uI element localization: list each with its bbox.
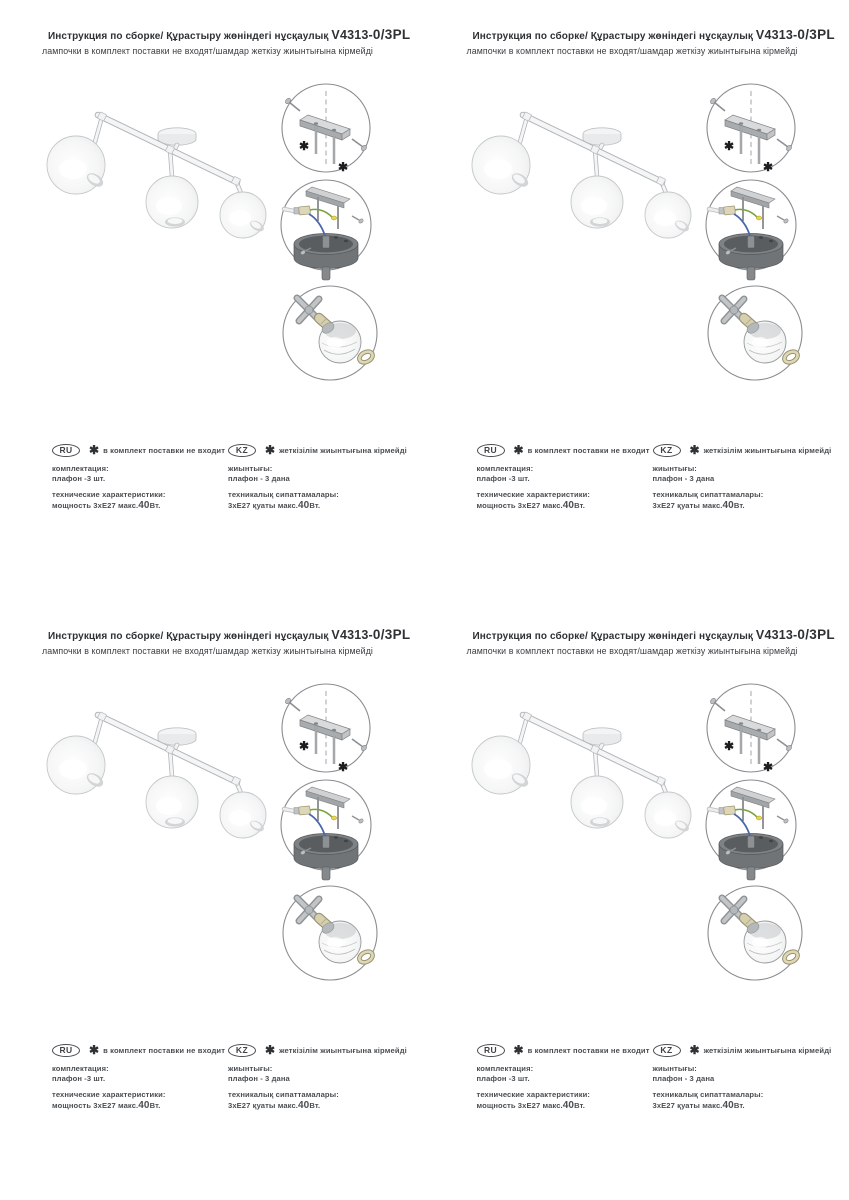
kz-note-row (228, 1043, 407, 1057)
ru-spec-value (52, 1100, 228, 1113)
subtitle: лампочки в комплект поставки не входят/шамдар жеткізу жиынтығына кірмейді (42, 646, 373, 656)
canopy-cup (719, 234, 783, 281)
kz-section (228, 443, 407, 513)
kz-spec-group (228, 490, 407, 513)
callout-shade-attachment (708, 886, 802, 980)
instruction-sheet (0, 600, 424, 1200)
page-title (467, 27, 841, 42)
kz-spec-value (228, 1100, 407, 1113)
ru-note-row (52, 443, 228, 457)
instruction-sheet (425, 0, 849, 600)
callout-wiring-canopy (706, 180, 796, 280)
fixture-drawing (472, 712, 691, 838)
glass-shade-left (47, 136, 106, 194)
kz-spec-group (653, 490, 832, 513)
callout-mounting-bracket (707, 84, 795, 174)
ru-spec-wattage: 40 (138, 1100, 150, 1112)
instruction-sheet (425, 600, 849, 1200)
glass-shade-left (472, 736, 531, 794)
callout-wiring-canopy (281, 780, 371, 880)
ru-spec-label: технические характеристики: (476, 490, 591, 500)
kz-spec-value (653, 1100, 832, 1113)
glass-shade-left (472, 136, 531, 194)
kz-kit-label: жиынтығы: (652, 464, 697, 473)
kz-spec-suffix: Вт. (309, 1101, 321, 1111)
kz-spec-wattage: 40 (298, 1100, 310, 1112)
sheet-footer (477, 1043, 843, 1113)
glass-shade-right (645, 192, 691, 238)
earth-wire-tip (756, 216, 762, 220)
sheet-header (467, 27, 841, 56)
not-included-asterisk: ✱ (762, 160, 773, 174)
kz-spec-label: техникалық сипаттамалары: (652, 1090, 764, 1100)
ru-not-included-note: в комплект поставки не входит (103, 445, 226, 455)
kz-kit-value: плафон - 3 дана (228, 1073, 290, 1083)
asterisk-icon: ✱ (89, 1043, 100, 1057)
kz-not-included-note: жеткізілім жиынтығына кірмейді (279, 445, 407, 455)
title-text: Инструкция по сборке/ Құрастыру жөніндегі нұсқаулық (48, 31, 329, 42)
glass-shade-middle (571, 776, 623, 828)
kz-spec-value (228, 500, 407, 513)
ru-spec-group (52, 1090, 228, 1113)
asterisk-icon: ✱ (89, 443, 100, 457)
terminal-block (299, 806, 311, 815)
ru-spec-prefix: мощность 3хЕ27 макс. (52, 1101, 139, 1111)
ru-spec-group (477, 490, 653, 513)
asterisk-icon: ✱ (689, 1043, 700, 1057)
ru-language-badge: RU (52, 1044, 80, 1057)
assembly-illustration (425, 670, 849, 1010)
callout-shade-attachment (708, 286, 802, 380)
glass-shade-right (220, 192, 266, 238)
ru-spec-suffix: Вт. (149, 501, 161, 511)
glass-shade-detail (744, 321, 786, 363)
kz-section (653, 1043, 832, 1113)
kz-not-included-note: жеткізілім жиынтығына кірмейді (703, 445, 832, 455)
kz-kit-group (653, 1064, 832, 1083)
ru-kit-group (52, 1064, 228, 1083)
callout-shade-attachment (283, 886, 377, 980)
model-number: 0/3PL (797, 27, 835, 42)
kz-spec-suffix: Вт. (309, 501, 321, 511)
model-number-prefix: V4313- (755, 628, 798, 642)
fixture-drawing (472, 112, 691, 238)
model-number-prefix: V4313- (755, 28, 798, 42)
ru-spec-wattage: 40 (562, 1100, 575, 1112)
assembly-illustration (0, 670, 424, 1010)
ru-language-badge: RU (477, 1044, 505, 1057)
kz-not-included-note: жеткізілім жиынтығына кірмейді (703, 1045, 832, 1055)
kz-kit-value: плафон - 3 дана (652, 1073, 715, 1083)
canopy-cup (294, 234, 358, 281)
callout-mounting-bracket (707, 684, 795, 774)
ru-kit-value: плафон -3 шт. (52, 1073, 106, 1083)
ru-spec-wattage: 40 (138, 500, 150, 512)
sheet-footer (52, 443, 418, 513)
ru-spec-value (52, 500, 228, 513)
ru-spec-group (52, 490, 228, 513)
kz-language-badge: KZ (653, 444, 681, 457)
ru-spec-label: технические характеристики: (52, 1090, 166, 1100)
kz-kit-label: жиынтығы: (652, 1064, 697, 1073)
kz-spec-prefix: 3хЕ27 қуаты макс. (652, 501, 723, 511)
kz-spec-wattage: 40 (298, 500, 310, 512)
kz-section (653, 443, 832, 513)
fixture-drawing (47, 112, 266, 238)
terminal-block (723, 806, 735, 815)
kz-spec-label: техникалық сипаттамалары: (652, 490, 764, 500)
ru-kit-group (477, 464, 653, 483)
kz-spec-label: техникалық сипаттамалары: (228, 490, 339, 500)
model-number-prefix: V4313- (331, 28, 373, 42)
ru-note-row (52, 1043, 228, 1057)
ru-kit-value: плафон -3 шт. (476, 473, 530, 483)
instruction-sheet (0, 0, 424, 600)
glass-shade-right (220, 792, 266, 838)
assembly-illustration (0, 70, 424, 410)
canopy-cup (719, 834, 783, 881)
ru-spec-value (477, 500, 653, 513)
ru-kit-group (477, 1064, 653, 1083)
ru-section (477, 443, 653, 513)
kz-spec-prefix: 3хЕ27 қуаты макс. (652, 1101, 723, 1111)
ru-section (52, 1043, 228, 1113)
kz-spec-suffix: Вт. (733, 501, 745, 511)
kz-spec-value (653, 500, 832, 513)
ru-kit-label: комплектация: (52, 464, 109, 473)
not-included-asterisk: ✱ (298, 739, 310, 753)
not-included-asterisk: ✱ (723, 139, 734, 153)
ru-not-included-note: в комплект поставки не входит (527, 1045, 650, 1055)
model-number: 0/3PL (797, 627, 835, 642)
ru-kit-label: комплектация: (52, 1064, 109, 1073)
model-number: 0/3PL (372, 27, 411, 42)
title-text: Инструкция по сборке/ Құрастыру жөніндегі нұсқаулық (472, 31, 754, 42)
ru-note-row (477, 443, 653, 457)
page-title (42, 627, 416, 642)
kz-spec-prefix: 3хЕ27 қуаты макс. (228, 501, 299, 511)
earth-wire-tip (331, 216, 337, 220)
asterisk-icon: ✱ (265, 1043, 276, 1057)
ru-language-badge: RU (477, 444, 505, 457)
assembly-illustration (425, 70, 849, 410)
asterisk-icon: ✱ (265, 443, 276, 457)
ru-spec-value (477, 1100, 653, 1113)
ru-spec-label: технические характеристики: (476, 1090, 591, 1100)
kz-not-included-note: жеткізілім жиынтығына кірмейді (279, 1045, 407, 1055)
ru-kit-value: плафон -3 шт. (52, 473, 106, 483)
glass-shade-detail (319, 321, 361, 363)
kz-kit-group (228, 1064, 407, 1083)
terminal-block (299, 206, 311, 215)
sheet-footer (52, 1043, 418, 1113)
kz-kit-label: жиынтығы: (228, 464, 273, 473)
callout-wiring-canopy (706, 780, 796, 880)
ru-not-included-note: в комплект поставки не входит (103, 1045, 226, 1055)
kz-kit-value: плафон - 3 дана (228, 473, 290, 483)
ru-spec-prefix: мощность 3хЕ27 макс. (476, 501, 563, 511)
not-included-asterisk: ✱ (298, 139, 310, 153)
kz-kit-group (228, 464, 407, 483)
glass-shade-middle (571, 176, 623, 228)
subtitle: лампочки в комплект поставки не входят/шамдар жеткізу жиынтығына кірмейді (466, 46, 798, 56)
sheet-header (42, 627, 416, 656)
glass-shade-left (47, 736, 106, 794)
model-number: 0/3PL (372, 627, 411, 642)
glass-shade-middle (146, 176, 198, 228)
kz-spec-wattage: 40 (722, 1100, 734, 1112)
ru-spec-prefix: мощность 3хЕ27 макс. (476, 1101, 563, 1111)
ru-kit-label: комплектация: (476, 1064, 534, 1073)
asterisk-icon: ✱ (689, 443, 700, 457)
ru-spec-prefix: мощность 3хЕ27 макс. (52, 501, 139, 511)
ru-section (52, 443, 228, 513)
fixture-drawing (47, 712, 266, 838)
kz-spec-group (653, 1090, 832, 1113)
not-included-asterisk: ✱ (337, 160, 349, 174)
ru-spec-suffix: Вт. (149, 1101, 161, 1111)
ru-note-row (477, 1043, 653, 1057)
title-text: Инструкция по сборке/ Құрастыру жөніндегі нұсқаулық (472, 631, 754, 642)
glass-shade-right (645, 792, 691, 838)
ru-spec-wattage: 40 (562, 500, 575, 512)
kz-kit-group (653, 464, 832, 483)
subtitle: лампочки в комплект поставки не входят/шамдар жеткізу жиынтығына кірмейді (42, 46, 373, 56)
not-included-asterisk: ✱ (723, 739, 734, 753)
kz-spec-wattage: 40 (722, 500, 734, 512)
asterisk-icon: ✱ (513, 443, 524, 457)
kz-language-badge: KZ (228, 444, 256, 457)
kz-spec-label: техникалық сипаттамалары: (228, 1090, 339, 1100)
subtitle: лампочки в комплект поставки не входят/шамдар жеткізу жиынтығына кірмейді (466, 646, 798, 656)
kz-section (228, 1043, 407, 1113)
terminal-block (723, 206, 735, 215)
ru-spec-suffix: Вт. (574, 1101, 585, 1111)
kz-note-row (653, 443, 832, 457)
kz-spec-group (228, 1090, 407, 1113)
not-included-asterisk: ✱ (762, 760, 773, 774)
title-text: Инструкция по сборке/ Құрастыру жөніндегі нұсқаулық (48, 631, 329, 642)
sheet-header (467, 627, 841, 656)
ru-kit-group (52, 464, 228, 483)
asterisk-icon: ✱ (513, 1043, 524, 1057)
ru-kit-label: комплектация: (476, 464, 534, 473)
kz-language-badge: KZ (653, 1044, 681, 1057)
kz-kit-value: плафон - 3 дана (652, 473, 715, 483)
glass-shade-middle (146, 776, 198, 828)
not-included-asterisk: ✱ (337, 760, 349, 774)
canopy-cup (294, 834, 358, 881)
glass-shade-detail (319, 921, 361, 963)
kz-spec-prefix: 3хЕ27 қуаты макс. (228, 1101, 299, 1111)
ru-section (477, 1043, 653, 1113)
ru-kit-value: плафон -3 шт. (476, 1073, 530, 1083)
kz-note-row (653, 1043, 832, 1057)
kz-spec-suffix: Вт. (733, 1101, 745, 1111)
ru-not-included-note: в комплект поставки не входит (527, 445, 650, 455)
callout-mounting-bracket (282, 84, 370, 174)
callout-mounting-bracket (282, 684, 370, 774)
callout-wiring-canopy (281, 180, 371, 280)
page-title (42, 27, 416, 42)
earth-wire-tip (756, 816, 762, 820)
earth-wire-tip (331, 816, 337, 820)
glass-shade-detail (744, 921, 786, 963)
callout-shade-attachment (283, 286, 377, 380)
kz-kit-label: жиынтығы: (228, 1064, 273, 1073)
kz-note-row (228, 443, 407, 457)
ru-language-badge: RU (52, 444, 80, 457)
sheet-header (42, 27, 416, 56)
ru-spec-group (477, 1090, 653, 1113)
model-number-prefix: V4313- (331, 628, 373, 642)
ru-spec-suffix: Вт. (574, 501, 585, 511)
ru-spec-label: технические характеристики: (52, 490, 166, 500)
page-title (467, 627, 841, 642)
kz-language-badge: KZ (228, 1044, 256, 1057)
sheet-footer (477, 443, 843, 513)
